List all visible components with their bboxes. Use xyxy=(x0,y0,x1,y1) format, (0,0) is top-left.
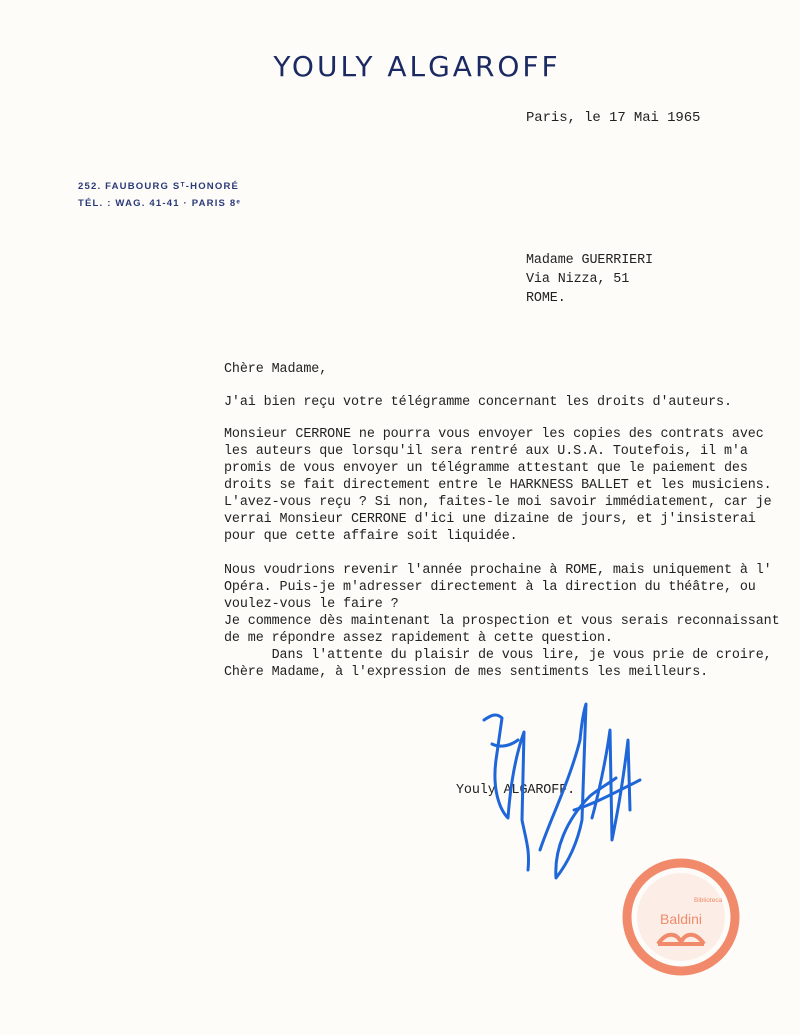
stamp-middle-text: Baldini xyxy=(659,911,703,927)
paragraph-line: les auteurs que lorsqu'il sera rentré aux U.S.A. Toutefois, il m'a xyxy=(224,444,748,459)
letter-date: Paris, le 17 Mai 1965 xyxy=(526,110,701,126)
paragraph-line: Dans l'attente du plaisir de vous lire, je vous prie de croire, xyxy=(224,648,772,663)
paragraph-line: Monsieur CERRONE ne pourra vous envoyer les copies des contrats avec xyxy=(224,427,764,442)
paragraph-line: pour que cette affaire soit liquidée. xyxy=(224,529,518,544)
paragraph-line: voulez-vous le faire ? xyxy=(224,597,399,612)
paragraph-line: promis de vous envoyer un télégramme attestant que le paiement des xyxy=(224,461,748,476)
paragraph-line: Je commence dès maintenant la prospection et vous serais reconnaissant xyxy=(224,614,780,629)
paragraph-line: L'avez-vous reçu ? Si non, faites-le moi savoir immédiatement, car je xyxy=(224,495,772,510)
paragraph-line: verrai Monsieur CERRONE d'ici une dizaine de jours, et j'insisterai xyxy=(224,512,756,527)
letterhead-phone: TÉL. : WAG. 41-41 · PARIS 8ᵉ xyxy=(78,198,242,209)
paragraph-line: de me répondre assez rapidement à cette question. xyxy=(224,631,613,646)
stamp-top-text: Biblioteca xyxy=(694,897,723,904)
letterhead-address: 252. FAUBOURG Sᵀ-HONORÉ xyxy=(78,181,240,192)
library-stamp xyxy=(622,858,740,976)
paragraph-line: J'ai bien reçu votre télégramme concernant les droits d'auteurs. xyxy=(224,395,732,410)
letterhead-name: YOULY ALGAROFF xyxy=(273,50,561,83)
salutation: Chère Madame, xyxy=(224,362,328,377)
paragraph-line: droits se fait directement entre le HARKNESS BALLET et les musiciens. xyxy=(224,478,772,493)
paragraph-line: Nous voudrions revenir l'année prochaine à ROME, mais uniquement à l' xyxy=(224,563,772,578)
recipient-city: ROME. xyxy=(526,291,566,306)
paragraph-line: Chère Madame, à l'expression de mes sentiments les meilleurs. xyxy=(224,665,709,680)
paragraph-line: Opéra. Puis-je m'adresser directement à la direction du théâtre, ou xyxy=(224,580,756,595)
recipient-street: Via Nizza, 51 xyxy=(526,272,630,287)
recipient-name: Madame GUERRIERI xyxy=(526,253,653,268)
typed-signature: Youly ALGAROFF. xyxy=(456,783,576,798)
